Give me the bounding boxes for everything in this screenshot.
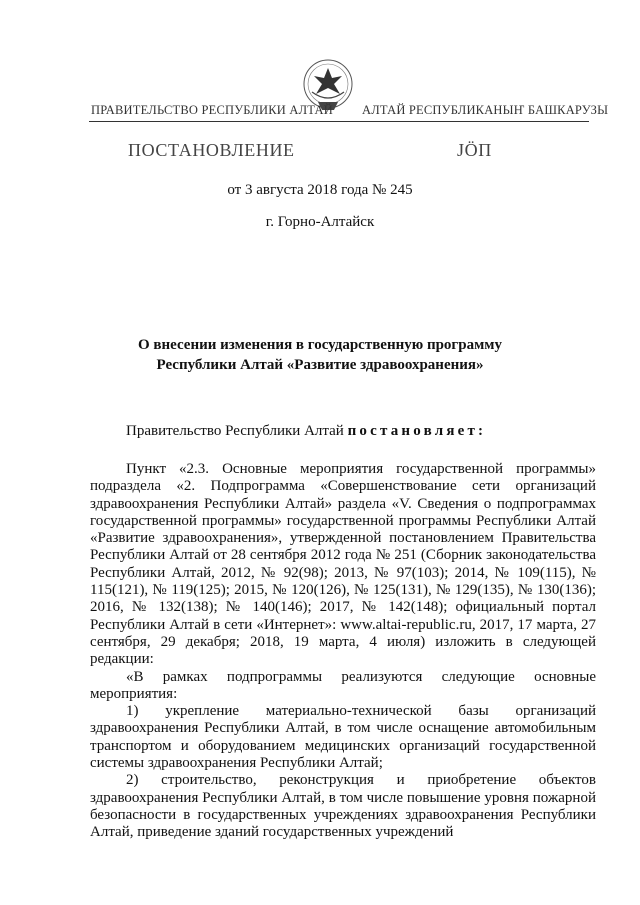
title-line-2: Республики Алтай «Развитие здравоохранения» [156, 357, 484, 373]
body-paragraph-4: 2) строительство, реконструкция и приобретение объектов здравоохранения Республики Алтай, в том числе повышение уровня пожарной безопасности в государственных учреждениях здравоохранения Республики Алтай, приведение зданий государственных учреждений [90, 772, 596, 841]
decree-statement [126, 423, 486, 440]
document-type: ПОСТАНОВЛЕНИЕ [128, 140, 295, 160]
document-title [60, 335, 580, 375]
document-type-altai: ЈӦП [457, 140, 492, 160]
decree-subject: Правительство Республики Алтай [126, 423, 344, 439]
title-line-1: О внесении изменения в государственную программу [137, 337, 503, 353]
header-divider [89, 121, 589, 122]
decree-verb: постановляет: [347, 423, 487, 439]
header-row [0, 103, 640, 123]
government-name-altai: АЛТАЙ РЕСПУБЛИКАНЫҤ БАШКАРУЗЫ [362, 103, 609, 117]
body-paragraph-1: Пункт «2.3. Основные мероприятия государственной программы» подраздела «2. Подпрограмма «Совершенствование сети организаций здравоохранения Республики Алтай» раздела «V. Сведения о подпрограммах государственной программы» государственной программы Республики Алтай «Развитие здравоохранения», утвержденной постановлением Правительства Республики Алтай от 28 сентября 2012 года № 251 (Сборник законодательства Республики Алтай, 2012, № 92(98); 2013, № 97(103); 2014, № 109(115), № 115(121), № 119(125); 2015, № 120(126), № 125(131), № 129(135), № 130(136); 2016, № 132(138); № 140(146); 2017, № 142(148); официальный портал Республики Алтай в сети «Интернет»: www.altai-republic.ru, 2017, 17 марта, 27 сентября, 29 декабря; 2018, 19 марта, 4 июля) изложить в следующей редакции: [90, 461, 596, 668]
government-name-russian: ПРАВИТЕЛЬСТВО РЕСПУБЛИКИ АЛТАЙ [91, 103, 333, 117]
document-body [90, 461, 596, 842]
body-paragraph-2: «В рамках подпрограммы реализуются следующие основные мероприятия: [90, 668, 596, 702]
document-city: г. Горно-Алтайск [265, 214, 375, 230]
document-date-number: от 3 августа 2018 года № 245 [227, 182, 413, 198]
body-paragraph-3: 1) укрепление материально-технической базы организаций здравоохранения Республики Алтай, в том числе оснащение автомобильным транспортом и оборудованием медицинских организаций государственной системы здравоохранения Республики Алтай; [90, 703, 596, 772]
